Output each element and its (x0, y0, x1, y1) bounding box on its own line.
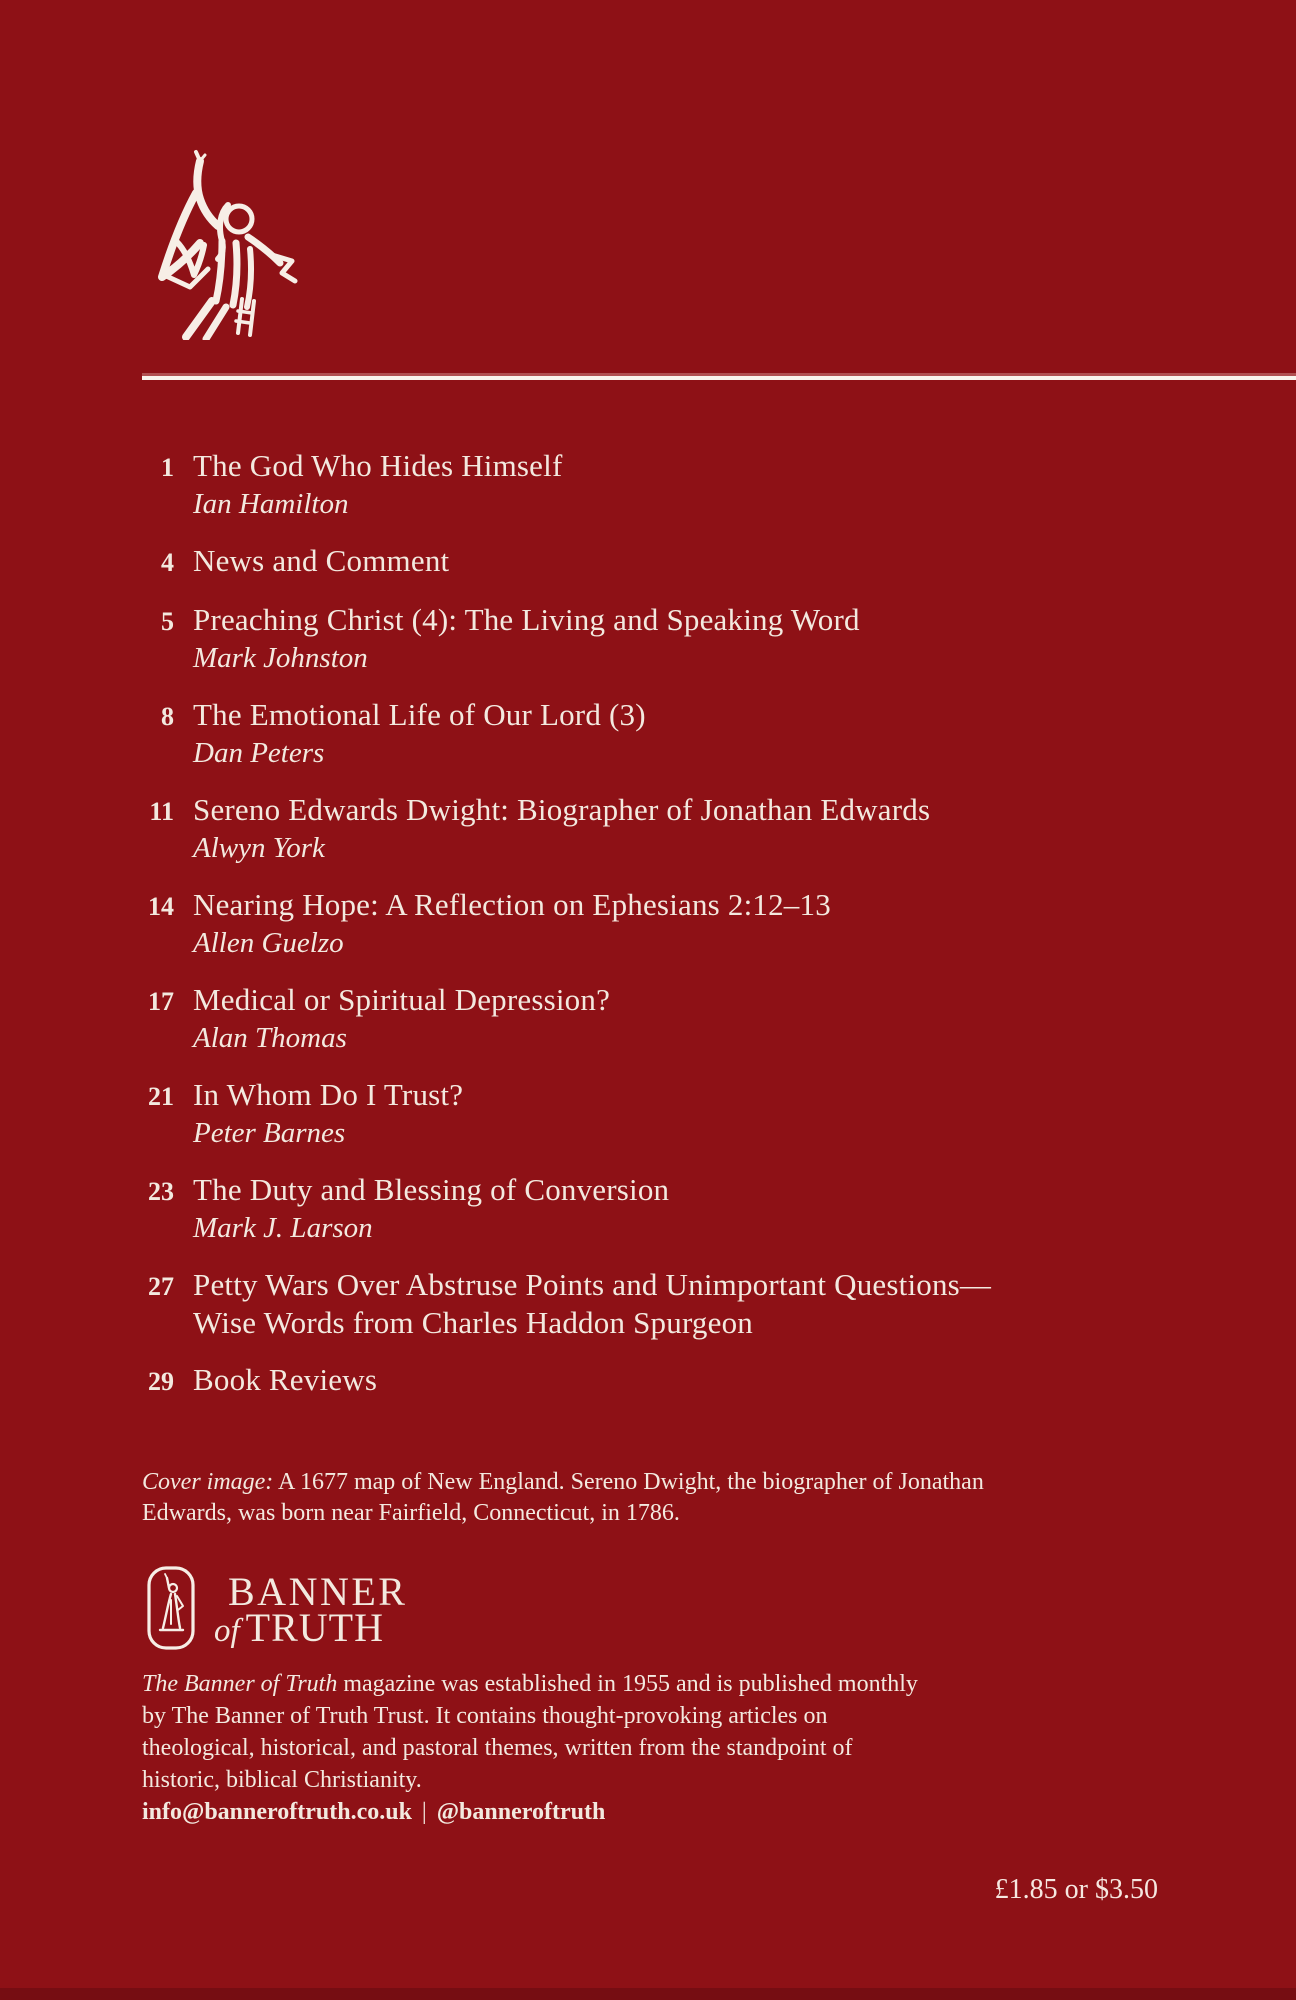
cover-image-caption: Cover image: A 1677 map of New England. Sereno Dwight, the biographer of Jonathan Edwards, was born near Fairfield, Connecticut, in 1786. (142, 1469, 984, 1526)
toc-entry (142, 1266, 1246, 1342)
toc-page-number: 27 (148, 1272, 174, 1301)
toc-title: News and Comment (193, 543, 450, 578)
toc-title: In Whom Do I Trust? (193, 1077, 464, 1112)
toc-page-number: 21 (148, 1082, 174, 1111)
toc-title: Preaching Christ (4): The Living and Speaking Word (193, 602, 860, 637)
toc-title: Nearing Hope: A Reflection on Ephesians 2:12–13 (193, 887, 831, 922)
toc-page-number: 11 (149, 797, 174, 826)
toc-entry (142, 447, 1246, 523)
toc-entry (142, 791, 1246, 867)
toc-author: Alwyn York (193, 832, 325, 864)
divider-line (142, 376, 1296, 380)
toc-page-number: 14 (148, 892, 174, 921)
toc-title: Medical or Spiritual Depression? (193, 982, 611, 1017)
toc-entry (142, 1361, 1246, 1401)
toc-author: Alan Thomas (193, 1022, 347, 1054)
toc-page-number: 17 (148, 987, 174, 1016)
toc-author: Mark Johnston (193, 642, 368, 674)
toc-title: Book Reviews (193, 1362, 378, 1397)
contact-email[interactable]: info@banneroftruth.co.uk (142, 1799, 412, 1825)
toc-title: The Emotional Life of Our Lord (3) (193, 697, 646, 732)
toc-author: Allen Guelzo (193, 927, 344, 959)
toc-page-number: 29 (148, 1367, 174, 1396)
toc-entry (142, 542, 1246, 582)
toc-page-number: 23 (148, 1177, 174, 1206)
toc-entry (142, 886, 1246, 962)
toc-author: Dan Peters (193, 737, 325, 769)
toc-title: The God Who Hides Himself (193, 448, 563, 483)
toc-page-number: 1 (161, 453, 174, 482)
toc-entry (142, 981, 1246, 1057)
social-handle[interactable]: @banneroftruth (436, 1799, 606, 1825)
magazine-name: The Banner of Truth (142, 1671, 338, 1697)
toc-entry (142, 1171, 1246, 1247)
table-of-contents (142, 447, 1246, 1420)
toc-page-number: 4 (161, 548, 174, 577)
toc-page-number: 5 (161, 607, 174, 636)
toc-author: Ian Hamilton (193, 488, 349, 520)
toc-entry (142, 696, 1246, 772)
preacher-figure-icon (150, 148, 300, 340)
toc-author: Mark J. Larson (193, 1212, 373, 1244)
contact-separator: | (421, 1799, 427, 1825)
price: £1.85 or $3.50 (994, 1874, 1158, 1905)
toc-title-continued: Wise Words from Charles Haddon Spurgeon (193, 1305, 753, 1340)
toc-author: Peter Barnes (193, 1117, 346, 1149)
toc-entry (142, 1076, 1246, 1152)
toc-page-number: 8 (161, 702, 174, 731)
banner-of-truth-wordmark: BANNER of TRUTH (214, 1569, 408, 1650)
toc-entry (142, 601, 1246, 677)
toc-title: Petty Wars Over Abstruse Points and Unimportant Questions— (193, 1267, 992, 1302)
bottom-edge-shade (0, 1988, 1296, 2000)
caption-label: Cover image: (142, 1469, 274, 1495)
about-magazine-text: The Banner of Truth magazine was established in 1955 and is published monthly by The Banner of Truth Trust. It contains thought-provoking articles on theological, historical, and pastoral themes, written from the standpoint of historic, biblical Christianity. (142, 1671, 918, 1793)
contact-line (142, 1799, 605, 1826)
banner-of-truth-emblem-icon (147, 1566, 195, 1650)
toc-title: The Duty and Blessing of Conversion (193, 1172, 670, 1207)
toc-title: Sereno Edwards Dwight: Biographer of Jonathan Edwards (193, 792, 931, 827)
